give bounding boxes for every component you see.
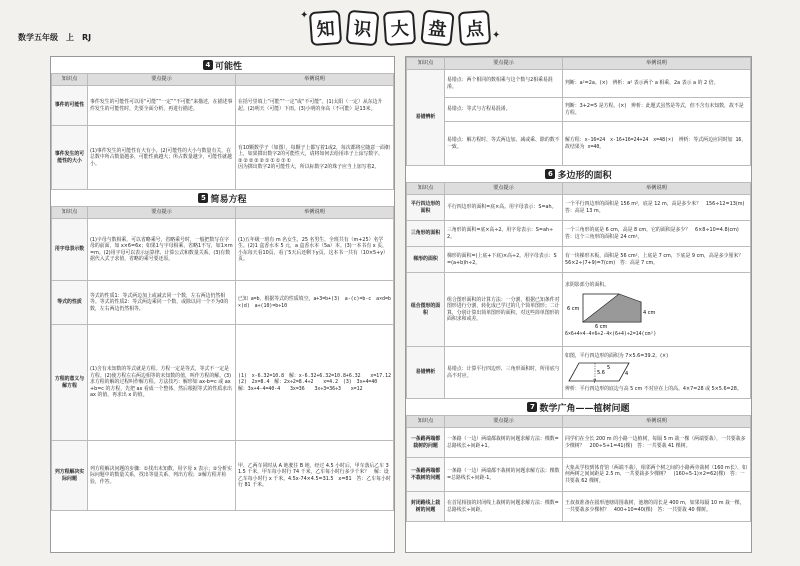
example-answer: 6×6+4×4-4×6÷2-4×(6+4)÷2=14(cm²): [565, 330, 657, 337]
table-row: [407, 273, 751, 347]
col-header: 举例说明: [563, 416, 751, 428]
knowledge-point: 三角形的面积: [407, 221, 445, 247]
section-number: 7: [527, 402, 537, 412]
table-row: [52, 126, 394, 190]
knowledge-point: 一条路两端都不栽树的问题: [407, 458, 445, 492]
col-header: 要点提示: [445, 58, 563, 70]
col-header: 知识点: [407, 416, 445, 428]
col-header: 知识点: [52, 207, 88, 219]
section-title-text: 多边形的面积: [557, 170, 612, 181]
example-text: 如图，平行四边形的面积为 7×5.6=39.2。(×): [565, 352, 669, 359]
section-number: 4: [203, 60, 213, 70]
knowledge-point: 封闭路线上栽树的问题: [407, 492, 445, 522]
banner: [310, 8, 490, 48]
dim-label: 5: [607, 365, 611, 372]
tip-text: (1)含有未知数的等式就是方程。方程一定是等式，等式不一定是方程。(2)使方程左右两边相等的未知数的值，叫作方程的解。(3)求方程的解的过程叫作解方程。方法技巧：解形如 ax-b=c 或 ax+b=c 的方程，先把 ax 看成一个整体，然后根据等式的性质求出 ax 的值，再求出 x 的值。: [88, 325, 236, 441]
section-title-polygon-area: [406, 166, 751, 182]
table-row: [407, 122, 751, 166]
col-header: 要点提示: [445, 416, 563, 428]
tip-text: 列方程解决问题的步骤：①找出未知数，用字母 x 表示；②分析实际问题中的数量关系，找出等量关系，列出方程；③解方程并检验，作答。: [88, 441, 236, 511]
sparkle-icon: ✦: [300, 10, 309, 21]
right-column: [405, 56, 752, 553]
composite-figure: [565, 288, 665, 331]
section-title-equations: [51, 190, 394, 206]
knowledge-point: 平行四边形的面积: [407, 195, 445, 221]
tip-text: 梯形的面积=(上底+下底)×高÷2。用字母表示：S=(a+b)h÷2。: [445, 247, 563, 273]
example-text: 一个平行四边形的面积是 156 m²，底是 12 m，高是多少米？ 156÷12=13(m) 答：高是 13 m。: [563, 195, 751, 221]
example-text: 有一块梯形木板，面积是 56 cm²，上底是 7 cm，下底是 9 cm，高是多少厘米？ 56×2÷(7+9)=7(cm) 答：高是 7 cm。: [563, 247, 751, 273]
section-number: 5: [198, 193, 208, 203]
dice-beads: ②②②②②①①①①①: [238, 157, 292, 164]
col-header: 要点提示: [88, 207, 236, 219]
col-header: 要点提示: [88, 74, 236, 86]
example-text: 在括号里填上“可能”“一定”或“不可能”。(1)太阳（一定）从东边升起。(2)明天（可能）下雨。(3)小明的身高（不可能）是13米。: [236, 86, 394, 126]
col-header: 举例说明: [563, 58, 751, 70]
table-row: [52, 325, 394, 441]
tip-text: (1)字母与数相乘，可以省略乘号，省略乘号时，一般把数写在字母的前面，如 x×6=6x；如果1与字母相乘，省略1不写，如1×m=m。(2)用字母可以表示运算律、计算公式和数量关系。(3)有数据代入式子求值，省略的乘号要还原。: [88, 219, 236, 281]
dim-label: 4: [625, 371, 629, 378]
col-header: 知识点: [407, 58, 445, 70]
knowledge-point: 一条路两端都栽树的问题: [407, 428, 445, 458]
tip-text: 事件发生的可能性可以用“可能”“一定”“不可能”来描述，在描述事件发生的可能性时，先要全面分析，再进行描述。: [88, 86, 236, 126]
example-text: 甲、乙两车同时从 A 地驶往 B 地，经过 4.5 小时后，甲车落后乙车 31.5 千米，甲车每小时行 74 千米，乙车每小时行多少千米？ 解：设乙车每小时行 x 千米。4.5x-74×4.5=31.5 x=81 答：乙车每小时行 81 千米。: [236, 441, 394, 511]
example-cell: [563, 273, 751, 347]
example-text: 同学们在全长 200 m 的小路一边植树，每隔 5 m 栽一棵（两端要栽），一共要栽多少棵树？ 200÷5+1=41(棵) 答：一共要栽 41 棵树。: [563, 428, 751, 458]
knowledge-point: 组合图形的面积: [407, 273, 445, 347]
tip-text: 在首尾相接的封闭线上栽树的问题求解方法：棵数=总路线长÷间距。: [445, 492, 563, 522]
knowledge-point: 用字母表示数: [52, 219, 88, 281]
table-row: [52, 86, 394, 126]
section-title-probability: [51, 57, 394, 73]
tip-text: 组合图形面积的计算方法：一分割，根据已知条件对图形进行分割，转化成已学过的几个简单图形；二计算，分别计算出简单图形的面积，对这些简单图形的面积求和或差。: [445, 273, 563, 347]
tip-text: 易错点：两个相同的数相乘与这个数与2相乘易混淆。: [445, 70, 563, 98]
knowledge-point: 方程的意义与解方程: [52, 325, 88, 441]
banner-char: 点: [458, 10, 491, 46]
dim-label: 6 cm: [567, 306, 580, 313]
table-row: [407, 195, 751, 221]
table-row: [52, 219, 394, 281]
section-number: 6: [545, 169, 555, 179]
tip-text: 易错点：计算平行四边形、三角形面积时，所用底与高不对应。: [445, 347, 563, 399]
example-answer: 因为掷出数字2的可能性大，所以标数字2的珠子应当上加写着2。: [238, 163, 380, 170]
tip-text: 等式的性质1：等式两边加上或减去同一个数，左右两边仍然相等。等式的性质2：等式两边乘同一个数，或除以同一个不为0的数，左右两边仍然相等。: [88, 281, 236, 325]
left-column: [50, 56, 395, 553]
col-header: 举例说明: [236, 74, 394, 86]
example-text: 有10颗数学子（如图），每颗子上都写着1或2，每次都将它随意一面朝上，如果掷出数字2的可能性大，请将如何去给用串子上涂写数字。: [238, 144, 390, 158]
equations-table: [51, 206, 394, 511]
banner-char: 识: [346, 10, 380, 47]
table-row: [407, 458, 751, 492]
example-text: (1)五年级一班有 m 名女生，25 名男生，全班共有（m+25）名学生。(2)1 盒香水本 5 元，a 盒香水本（5a）本。(3)一本书有 x 页，小东每天看10页，看了5天后还剩下y页，这本书一共有（10×5+y）页。: [236, 219, 394, 281]
example-text: 大象从学校到体育馆（两端不栽），相邻两个树之间的小路两旁栽树（160 m长），如何两树之间间距是 2.5 m，一共要栽多少棵树？ (160÷5-1)×2=62(棵) 答：一共要栽 62 棵树。: [563, 458, 751, 492]
grade-label: 数学五年级 上 RJ: [18, 33, 92, 42]
section-title-text: 数学广角——植树问题: [539, 403, 630, 414]
example-text: 判断：3+2=5 是方程。(×) 辨析：此题式虽然是等式，但不含有未知数，故不是方程。: [563, 98, 751, 122]
table-row: [407, 347, 751, 399]
misc-errors-table: [406, 57, 751, 166]
shaded-region: [583, 294, 641, 322]
example-cell: [563, 347, 751, 399]
section-title-tree-planting: [406, 399, 751, 415]
example-text: 判断：a²=2a。(×) 辨析：a² 表示两个 a 相乘，2a 表示 a 的 2 倍。: [563, 70, 751, 98]
example-text: (1) x-6.32=10.8 解：x-6.32+6.32=10.8+6.32 x=17.12 (2) 2x=8.4 解：2x÷2=8.4÷2 x=4.2 (3) 3x+4=40 解：3x+4-4=40-4 3x=36 3x÷3=36÷3 x=12: [236, 325, 394, 441]
example-text: 求阴影部分的面积。: [565, 281, 610, 288]
knowledge-point: 等式的性质: [52, 281, 88, 325]
knowledge-point: 列方程解决实际问题: [52, 441, 88, 511]
knowledge-point: 事件发生的可能性的大小: [52, 126, 88, 190]
example-text: 一个三角形的底是 6 cm，高是 8 cm，它的面积是多少？ 6×8÷10=4.8(cm) 答：这个三角形的面积是 24 cm²。: [563, 221, 751, 247]
tip-text: 一条路（一边）两端都栽树的问题求解方法：棵数=总路线长÷间距+1。: [445, 428, 563, 458]
knowledge-point: 梯形的面积: [407, 247, 445, 273]
sparkle-icon: ✦: [492, 30, 501, 41]
polygon-area-table: [406, 182, 751, 399]
table-row: [407, 428, 751, 458]
dim-label: 5.6: [597, 370, 605, 377]
knowledge-point: 事件的可能性: [52, 86, 88, 126]
table-row: [52, 441, 394, 511]
banner-char: 盘: [420, 9, 455, 46]
example-answer: 辨析：平行四边形的底边与高 5 cm 不对应在上的高。4×7=28 或 5×5.6=28。: [565, 385, 742, 392]
col-header: 举例说明: [236, 207, 394, 219]
dim-label: 6 cm: [595, 324, 608, 331]
table-row: [407, 247, 751, 273]
table-row: [52, 281, 394, 325]
col-header: 知识点: [407, 183, 445, 195]
table-row: [407, 492, 751, 522]
col-header: 要点提示: [445, 183, 563, 195]
section-title-text: 可能性: [214, 61, 242, 72]
example-cell: [236, 126, 394, 190]
section-title-text: 简易方程: [210, 194, 247, 205]
col-header: 知识点: [52, 74, 88, 86]
knowledge-point: 易错辨析: [407, 70, 445, 166]
example-text: 王叔叔准备在圆形池塘周围栽树，池塘的周长是 400 m，如果每隔 10 m 栽一棵，一共要栽多少棵树？ 400÷10=40(棵) 答：一共要栽 40 棵树。: [563, 492, 751, 522]
banner-char: 大: [383, 10, 416, 46]
probability-table: [51, 73, 394, 190]
knowledge-point: 易错辨析: [407, 347, 445, 399]
tip-text: 易错点：等式与方程易混淆。: [445, 98, 563, 122]
tip-text: 平行四边形的面积=底×高。用字母表示：S=ah。: [445, 195, 563, 221]
tree-planting-table: [406, 415, 751, 522]
banner-char: 知: [309, 10, 342, 46]
tip-text: 易错点：解方程时，等式两边加、减或乘、除的数不一致。: [445, 122, 563, 166]
dim-label: 7: [593, 379, 597, 386]
table-row: [407, 70, 751, 98]
table-row: [407, 221, 751, 247]
tip-text: 一条路（一边）两端都不栽树的问题求解方法：棵数=总路线长÷间距-1。: [445, 458, 563, 492]
tip-text: 三角形的面积=底×高÷2。用字母表示：S=ah÷2。: [445, 221, 563, 247]
example-text: 已知 a=b，根据等式的性质填空。a+3=b+(3) a-(c)=b-c a×d=b×(d) a÷(10)=b÷10: [236, 281, 394, 325]
col-header: 举例说明: [563, 183, 751, 195]
table-row: [407, 98, 751, 122]
parallelogram-figure: [565, 359, 645, 386]
dim-label: 4 cm: [643, 310, 656, 317]
example-text: 解方程：x-16=24 x-16+16=24+24 x=48(×) 辨析：等式两边应同时加 16，故结果为 x=40。: [563, 122, 751, 166]
tip-text: (1)事件发生的可能性有大有小。(2)可能性的大小与数量有关，在总数中所占数量越多，可能性就越大；所占数量越少，可能性就越小。: [88, 126, 236, 190]
